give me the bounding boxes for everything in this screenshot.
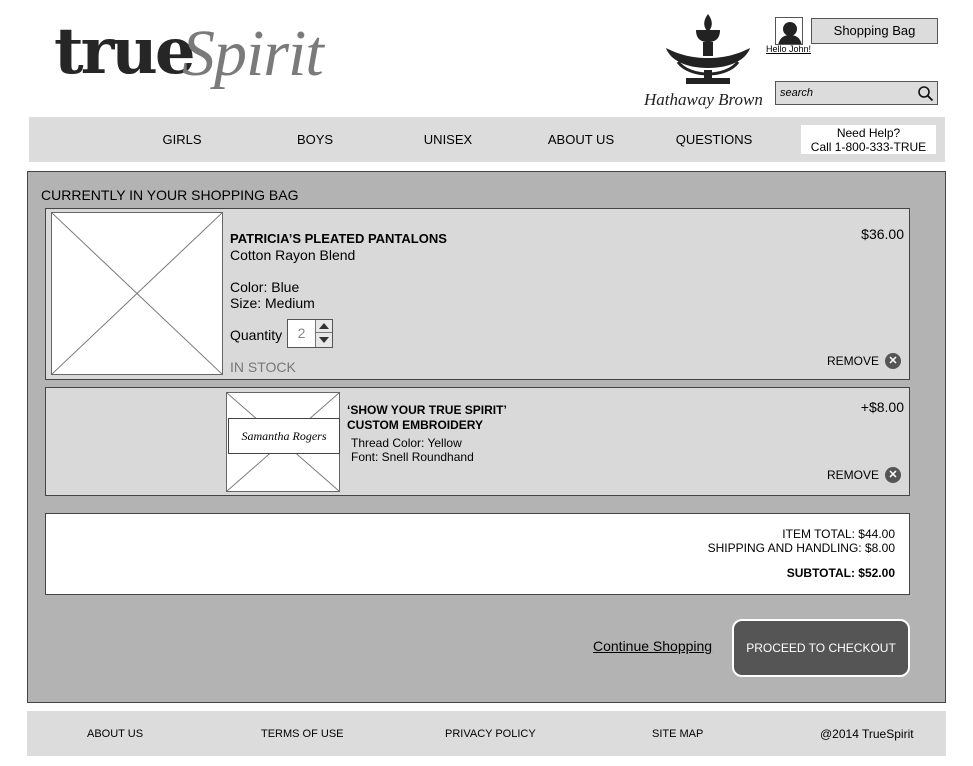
logo-text-spirit: Spirit [182,17,323,90]
footer-link-privacy[interactable]: PRIVACY POLICY [445,728,536,740]
shopping-bag-button[interactable]: Shopping Bag [811,18,938,44]
addon-title-line2: CUSTOM EMBROIDERY [347,418,484,432]
product-description: Cotton Rayon Blend [230,247,356,263]
subtotal: SUBTOTAL: $52.00 [786,566,895,580]
lamp-icon [658,10,758,90]
remove-label: REMOVE [826,468,879,482]
user-greeting-link[interactable]: Hello John! [766,44,812,54]
quantity-label: Quantity [230,327,283,343]
nav-item-questions[interactable]: QUESTIONS [675,132,753,147]
nav-item-girls[interactable]: GIRLS [162,132,202,147]
addon-price: +$8.00 [860,399,904,415]
quantity-value[interactable]: 2 [297,325,306,341]
addon-title-line1: ‘SHOW YOUR TRUE SPIRIT’ [347,403,507,417]
product-price: $36.00 [861,226,904,242]
hathaway-brown-logo [640,8,770,110]
nav-item-boys[interactable]: BOYS [296,132,334,147]
truespirit-logo[interactable] [52,10,322,105]
embroidery-preview-name: Samantha Rogers [228,418,340,454]
embroidery-addon [45,387,910,496]
search-input[interactable] [780,85,918,101]
proceed-to-checkout-button[interactable]: PROCEED TO CHECKOUT [732,619,910,677]
partner-name: Hathaway Brown [644,90,763,109]
help-title: Need Help? [836,126,901,140]
product-color: Color: Blue [230,279,300,295]
footer-link-site-map[interactable]: SITE MAP [652,728,704,740]
addon-font: Font: Snell Roundhand [351,450,474,464]
remove-circle-icon[interactable]: ✕ [885,353,901,369]
nav-item-about-us[interactable]: ABOUT US [547,132,615,147]
quantity-stepper[interactable] [287,319,333,348]
remove-item-button[interactable] [827,353,901,369]
user-silhouette-icon [776,18,803,45]
footer-link-terms[interactable]: TERMS OF USE [261,728,344,740]
help-phone: Call 1-800-333-TRUE [810,140,927,154]
shipping-total: SHIPPING AND HANDLING: $8.00 [707,541,895,555]
cart-item [45,208,910,380]
product-name[interactable]: PATRICIA’S PLEATED PANTALONS [230,231,447,246]
main-nav [29,117,945,162]
shopping-bag-panel [27,171,946,703]
continue-shopping-link[interactable]: Continue Shopping [593,638,713,654]
logo-text-true: true [54,14,193,89]
order-totals [45,513,910,595]
remove-circle-icon[interactable]: ✕ [885,467,901,483]
addon-thread-color: Thread Color: Yellow [351,436,462,450]
avatar[interactable] [775,17,803,45]
help-box [801,125,936,154]
remove-label: REMOVE [826,354,879,368]
image-placeholder-icon [52,213,222,374]
footer [27,711,946,756]
increment-arrow-icon[interactable] [316,320,332,333]
search-icon[interactable] [917,85,934,102]
product-image-placeholder [51,212,223,375]
bag-title: CURRENTLY IN YOUR SHOPPING BAG [41,187,299,203]
footer-link-about-us[interactable]: ABOUT US [87,728,144,740]
nav-item-unisex[interactable]: UNISEX [423,132,473,147]
remove-addon-button[interactable] [827,467,901,483]
copyright: @2014 TrueSpirit [820,727,914,741]
product-size: Size: Medium [230,295,315,311]
item-total: ITEM TOTAL: $44.00 [782,527,895,541]
stock-status: IN STOCK [230,359,296,375]
quantity-spinner [315,320,332,347]
search-box [775,81,938,105]
decrement-arrow-icon[interactable] [316,334,332,347]
